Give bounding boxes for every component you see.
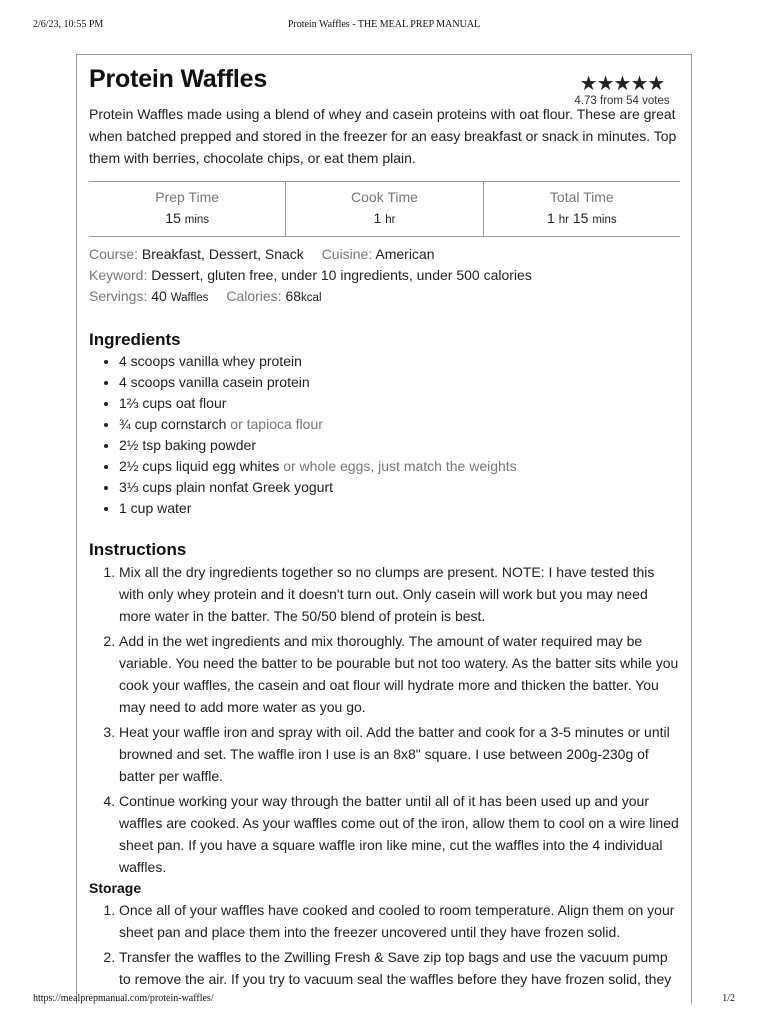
- ingredient-item: • 4 scoops vanilla casein protein: [119, 372, 679, 393]
- ingredient-item: • 4 scoops vanilla whey protein: [119, 351, 679, 372]
- instruction-step: 4. Continue working your way through the batter until all of it has been used up and your waffles are cooked. As your waffles come out of the iron, allow them to cool on a wire lined sheet pan. If you have a square waffle iron like mine, cut the waffles into the 4 individual waffles.: [119, 790, 679, 878]
- recipe-rating[interactable]: [562, 73, 682, 107]
- ingredients-heading: Ingredients: [89, 330, 181, 349]
- calories-unit: kcal: [301, 292, 322, 304]
- total-time-value: [484, 210, 680, 226]
- print-page-title: Protein Waffles - THE MEAL PREP MANUAL: [287, 19, 481, 30]
- prep-time-unit: mins: [184, 214, 210, 226]
- ingredient-item: • 3⅓ cups plain nonfat Greek yogurt: [119, 477, 679, 498]
- recipe-meta: [89, 244, 532, 309]
- print-page-number: 1/2: [722, 993, 735, 1004]
- storage-step: 1. Once all of your waffles have cooked and cooled to room temperature. Align them on your sheet pan and place them into the freezer uncovered until they have frozen solid.: [119, 899, 679, 943]
- ingredient-item: • ¾ cup cornstarch or tapioca flour: [119, 414, 679, 435]
- servings-label: Servings:: [89, 288, 148, 304]
- recipe-times: [89, 181, 680, 237]
- instructions-heading: Instructions: [89, 540, 187, 559]
- ingredient-item: • 2½ tsp baking powder: [119, 435, 679, 456]
- cook-time-label: Cook Time: [351, 189, 418, 205]
- total-time-minutes: 15: [572, 210, 589, 226]
- cuisine-value: American: [375, 246, 435, 262]
- instructions-list: [89, 561, 679, 881]
- print-footer: [0, 988, 768, 1024]
- calories-value: 68: [285, 288, 302, 304]
- cook-time-unit: hr: [385, 214, 396, 226]
- keyword-row: [89, 265, 532, 286]
- servings-calories-row: [89, 286, 532, 309]
- prep-time-label: Prep Time: [155, 189, 220, 205]
- recipe-summary: Protein Waffles made using a blend of whey and casein proteins with oat flour. These are great when batched prepped and stored in the freezer for an easy breakfast or snack in minutes. Top them with berries, chocolate chips, or eat them plain.: [89, 106, 677, 166]
- course-label: Course:: [89, 246, 139, 262]
- servings-unit: Waffles: [170, 292, 209, 304]
- instruction-step: 1. Mix all the dry ingredients together so no clumps are present. NOTE: I have tested this with only whey protein and it doesn't turn out. Only casein will work but you may need more water in the batter. The 50/50 blend of protein is best.: [119, 561, 679, 627]
- recipe-card: [76, 54, 692, 1004]
- cook-time-number: 1: [373, 210, 382, 226]
- prep-time-value: [89, 210, 285, 226]
- cook-time-value: [286, 210, 482, 226]
- servings-value[interactable]: 40: [151, 288, 167, 304]
- keyword-label: Keyword:: [89, 267, 148, 283]
- rating-stars-icon[interactable]: ★★★★★: [579, 73, 665, 95]
- prep-time: [89, 182, 285, 236]
- instruction-step: 2. Add in the wet ingredients and mix thoroughly. The amount of water required may be variable. You need the batter to be pourable but not too watery. As the batter sits while you cook your waffles, the casein and oat flour will hydrate more and thicken the batter. You may need to add more water as you go.: [119, 630, 679, 718]
- storage-list: [89, 899, 679, 993]
- ingredient-item: • 2½ cups liquid egg whites or whole eggs, just match the weights: [119, 456, 679, 477]
- ingredient-note: or tapioca flour: [230, 416, 323, 432]
- prep-time-number: 15: [165, 210, 181, 226]
- total-time-minutes-unit: mins: [592, 214, 617, 226]
- calories-label: Calories:: [226, 288, 282, 304]
- instruction-step: 3. Heat your waffle iron and spray with oil. Add the batter and cook for a 3-5 minutes or until browned and set. The waffle iron I use is an 8x8" square. I use between 200g-230g of batter per waffle.: [119, 721, 679, 787]
- print-date: 2/6/23, 10:55 PM: [33, 19, 104, 30]
- storage-heading: Storage: [89, 880, 142, 896]
- ingredient-item: • 1 cup water: [119, 498, 679, 519]
- total-time-hours-unit: hr: [558, 214, 569, 226]
- recipe-title: Protein Waffles: [89, 65, 268, 93]
- total-time-label: Total Time: [549, 189, 614, 205]
- course-cuisine-row: [89, 244, 532, 265]
- ingredient-item: • 1⅔ cups oat flour: [119, 393, 679, 414]
- course-value: Breakfast, Dessert, Snack: [141, 246, 304, 262]
- total-time-hours: 1: [547, 210, 555, 226]
- storage-step: 2. Transfer the waffles to the Zwilling Fresh & Save zip top bags and use the vacuum pump to remove the air. If you try to vacuum seal the waffles before they have frozen solid, they: [119, 946, 679, 990]
- cook-time: [285, 182, 482, 236]
- print-header: [0, 0, 768, 36]
- ingredients-list: [89, 351, 679, 519]
- rating-votes: 4.73 from 54 votes: [574, 95, 670, 107]
- total-time: [483, 182, 680, 236]
- cuisine-label: Cuisine:: [321, 246, 373, 262]
- ingredient-note: or whole eggs, just match the weights: [283, 458, 517, 474]
- print-url[interactable]: https://mealprepmanual.com/protein-waffles/: [33, 993, 214, 1004]
- keyword-value: Dessert, gluten free, under 10 ingredients, under 500 calories: [151, 267, 532, 283]
